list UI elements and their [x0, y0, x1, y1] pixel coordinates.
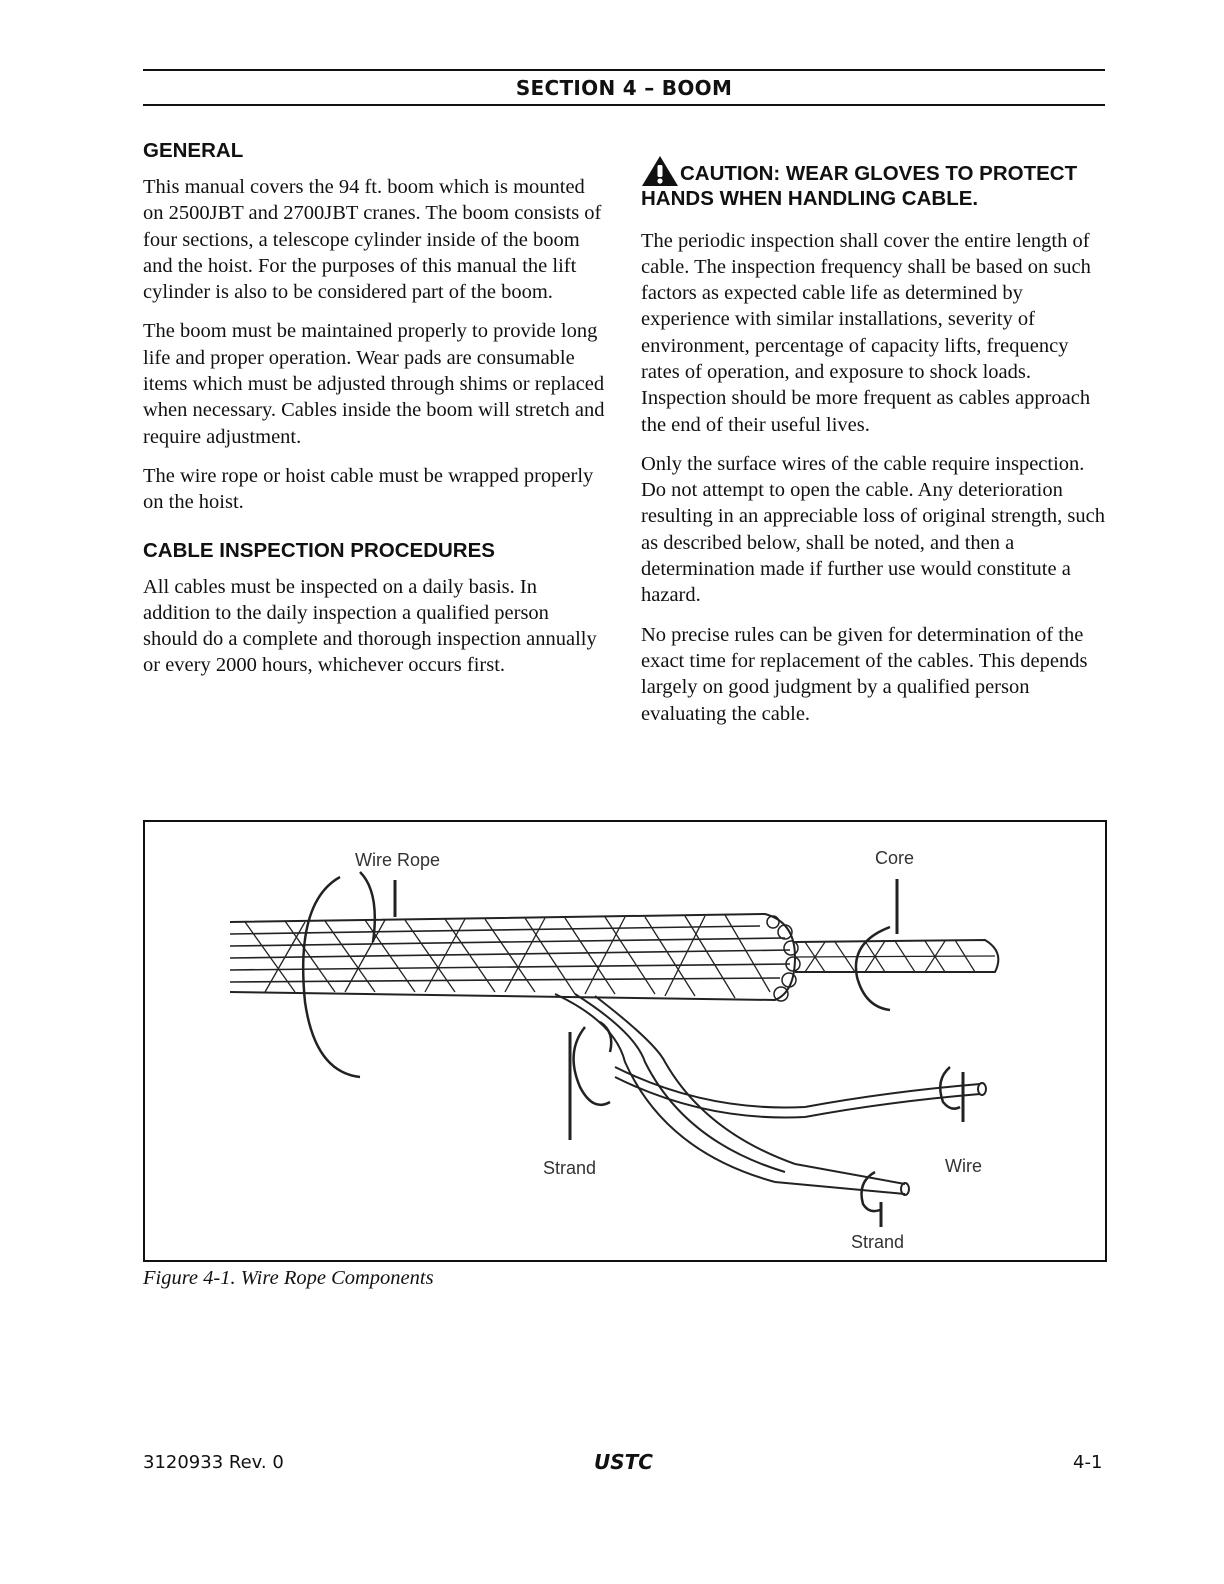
caution-text: CAUTION: WEAR GLOVES TO PROTECT HANDS WHEN HANDLING CABLE.: [641, 162, 1078, 210]
figure-caption: Figure 4-1. Wire Rope Components: [143, 1267, 434, 1289]
cable-inspection-paragraph: All cables must be inspected on a daily basis. In addition to the daily inspection a qualified person should do a complete and thorough inspection annually or every 2000 hours, whichever occurs first.: [143, 575, 597, 677]
general-paragraph-1: This manual covers the 94 ft. boom which is mounted on 2500JBT and 2700JBT cranes. The boom consists of four sections, a telescope cylinder inside of the boom and the hoist. For the purposes of this manual the lift cylinder is also to be considered part of the boom.: [143, 176, 602, 304]
header-bottom-rule: [143, 104, 1105, 106]
footer-center-mark: USTC: [594, 1450, 653, 1474]
label-wire: Wire: [945, 1156, 982, 1176]
footer-doc-number: 3120933 Rev. 0: [143, 1452, 284, 1473]
header-top-rule: [143, 69, 1105, 71]
general-paragraph-2: The boom must be maintained properly to provide long life and proper operation. Wear pads are consumable items which must be adjusted through shims or replaced when necessary. Cables inside the boom will stretch and require adjustment.: [143, 320, 605, 448]
section-title: SECTION 4 – BOOM: [515, 76, 733, 100]
wire-rope-illustration: [145, 822, 1105, 1260]
cable-inspection-heading: CABLE INSPECTION PROCEDURES: [143, 538, 495, 562]
figure-box: [143, 820, 1107, 1262]
inspection-paragraph-2: Only the surface wires of the cable require inspection. Do not attempt to open the cable. Any deterioration resulting in an appreciable loss of original strength, such as described below, shall be noted, and then a determination made if further use would constitute a hazard.: [641, 452, 1105, 607]
label-core: Core: [875, 848, 915, 868]
right-column: [641, 155, 1106, 740]
general-heading: GENERAL: [143, 139, 244, 162]
label-strand: Strand: [543, 1158, 597, 1178]
warning-triangle-icon: [641, 155, 679, 187]
inspection-paragraph-3: No precise rules can be given for determination of the exact time for replacement of the cables. This depends largely on good judgment by a qualified person evaluating the cable.: [641, 623, 1088, 725]
label-wire-rope: Wire Rope: [355, 850, 441, 870]
caution-notice: [641, 155, 1106, 212]
label-strand-2: Strand: [851, 1232, 905, 1252]
footer-page-number: 4-1: [1073, 1452, 1103, 1473]
left-column: [143, 138, 608, 692]
general-paragraph-3: The wire rope or hoist cable must be wrapped properly on the hoist.: [143, 464, 594, 514]
inspection-paragraph-1: The periodic inspection shall cover the entire length of cable. The inspection frequency shall be based on such factors as expected cable life as determined by experience with similar installations, severity of environment, percentage of capacity lifts, frequency rates of operation, and exposure to shock loads. Inspection should be more frequent as cables approach the end of their useful lives.: [641, 229, 1091, 436]
